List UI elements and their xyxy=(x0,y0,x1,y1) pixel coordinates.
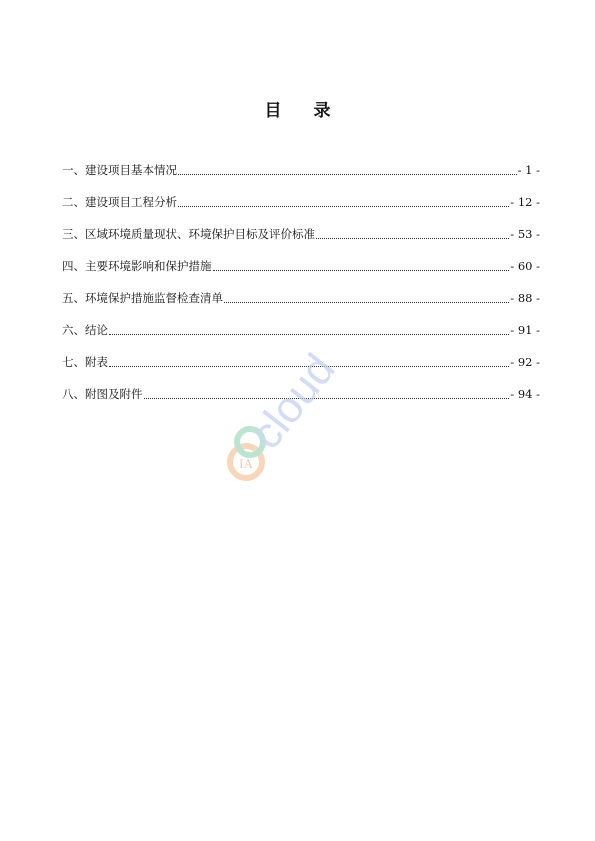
toc-leader-dots xyxy=(178,173,517,175)
page-title: 目 录 xyxy=(264,101,344,121)
toc-entry-label: 二、建设项目工程分析 xyxy=(62,195,177,209)
toc-entry-label: 三、区域环境质量现状、环境保护目标及评价标准 xyxy=(62,227,315,241)
toc-leader-dots xyxy=(144,397,510,399)
toc-entry-label: 一、建设项目基本情况 xyxy=(62,163,177,177)
toc-entry-page: - 92 - xyxy=(510,355,540,369)
watermark-badge-ring xyxy=(230,446,262,478)
toc-entry-page: - 91 - xyxy=(510,323,540,337)
toc-entry-page: - 60 - xyxy=(510,259,540,273)
toc-entry[interactable] xyxy=(62,154,540,186)
toc-entry[interactable] xyxy=(62,378,540,410)
toc-entry-label: 七、附表 xyxy=(62,355,108,369)
toc-entry-page: - 1 - xyxy=(517,163,540,177)
toc-entry-label: 六、结论 xyxy=(62,323,108,337)
toc-entry[interactable] xyxy=(62,218,540,250)
toc-entry[interactable] xyxy=(62,346,540,378)
toc-entry-page: - 88 - xyxy=(510,291,540,305)
toc-entry-page: - 94 - xyxy=(510,387,540,401)
toc-leader-dots xyxy=(316,237,509,239)
toc-entry-page: - 53 - xyxy=(510,227,540,241)
watermark-badge-text: IA xyxy=(239,456,253,471)
toc-entry-label: 五、环境保护措施监督检查清单 xyxy=(62,291,223,305)
watermark-badge-ring xyxy=(237,429,263,455)
toc-leader-dots xyxy=(178,205,509,207)
table-of-contents xyxy=(62,154,540,410)
toc-entry-label: 八、附图及附件 xyxy=(62,387,143,401)
toc-leader-dots xyxy=(213,269,510,271)
watermark-text: cloud xyxy=(241,345,345,459)
toc-entry[interactable] xyxy=(62,186,540,218)
toc-leader-dots xyxy=(224,301,509,303)
toc-leader-dots xyxy=(109,333,509,335)
toc-entry[interactable] xyxy=(62,314,540,346)
toc-entry[interactable] xyxy=(62,282,540,314)
toc-leader-dots xyxy=(109,365,509,367)
toc-entry[interactable] xyxy=(62,250,540,282)
toc-entry-label: 四、主要环境影响和保护措施 xyxy=(62,259,212,273)
toc-entry-page: - 12 - xyxy=(510,195,540,209)
